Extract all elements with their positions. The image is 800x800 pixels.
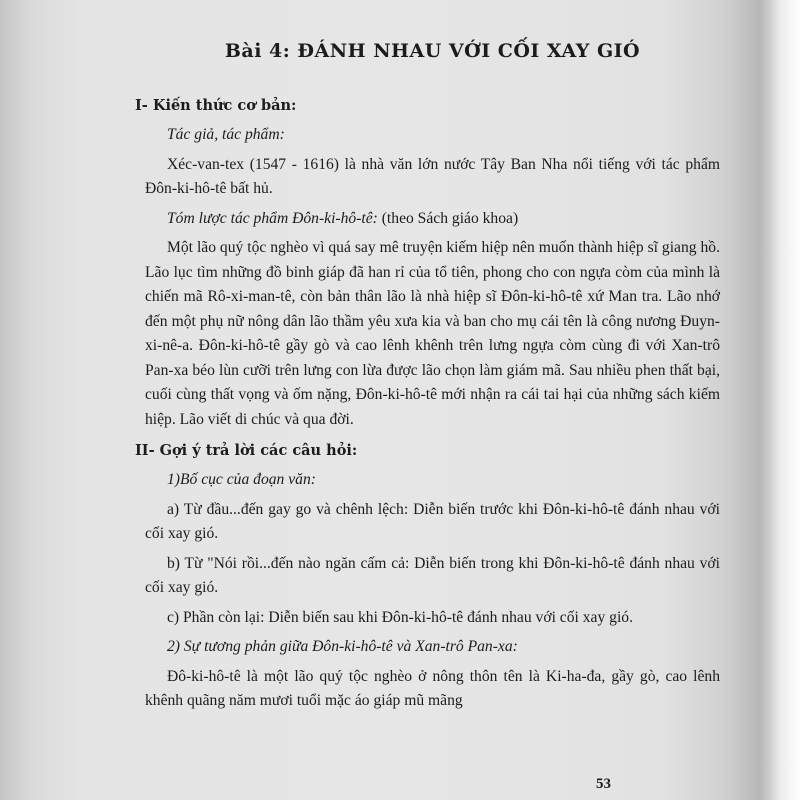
q1-item-c: c) Phần còn lại: Diễn biến sau khi Đôn-ki-hô-tê đánh nhau với cối xay gió.: [167, 608, 633, 626]
summary-paragraph: Một lão quý tộc nghèo vì quá say mê truyện kiếm hiệp nên muốn thành hiệp sĩ giang hồ. Lão lục tìm những đồ binh giáp đã han rỉ của tổ tiên, phong cho con ngựa còm của mình là chiến mã Rô-xi-man-tê, còn bản thân lão là nhà hiệp sĩ Đôn-ki-hô-tê xứ Man tra. Lão nhớ đến một phụ nữ nông dân lão thầm yêu xưa kia và ban cho mụ cái tên là công nương Đuyn-xi-nê-a. Đôn-ki-hô-tê gầy gò và cao lênh khênh trên lưng ngựa còm cùng đi với Xan-trô Pan-xa béo lùn cưỡi trên lưng con lừa được lão chọn làm giám mã. Sau nhiều phen thất bại, cuối cùng thất vọng và ốm nặng, Đôn-ki-hô-tê mới nhận ra cái tai hại của những sách kiếm hiệp. Lão viết di chúc và qua đời.: [145, 239, 720, 428]
summary-heading-italic: Tóm lược tác phẩm Đôn-ki-hô-tê:: [167, 209, 378, 227]
summary-heading: [145, 207, 720, 232]
q2-paragraph: Đô-ki-hô-tê là một lão quý tộc nghèo ở nông thôn tên là Ki-ha-đa, gầy gò, cao lênh khênh quãng năm mươi tuổi mặc áo giáp mũ mãng: [145, 667, 720, 709]
summary-heading-note: (theo Sách giáo khoa): [377, 209, 519, 227]
lesson-title: Bài 4: ĐÁNH NHAU VỚI CỐI XAY GIÓ: [224, 40, 641, 62]
q1-heading: 1)Bố cục của đoạn văn:: [167, 471, 316, 488]
section-2-heading: II- Gợi ý trả lời các câu hỏi:: [135, 442, 358, 459]
section-1-heading: I- Kiến thức cơ bản:: [135, 97, 297, 114]
q1-item-b: b) Từ "Nói rồi...đến nào ngăn cấm cả: Diễn biến trong khi Đôn-ki-hô-tê đánh nhau với cối xay gió.: [145, 554, 720, 596]
q1-item-a: a) Từ đầu...đến gay go và chênh lệch: Diễn biến trước khi Đôn-ki-hô-tê đánh nhau với cối xay gió.: [145, 500, 720, 542]
q2-heading: 2) Sự tương phản giữa Đôn-ki-hô-tê và Xan-trô Pan-xa:: [167, 638, 518, 655]
page-content: [135, 38, 720, 719]
author-work-heading: Tác giả, tác phẩm:: [167, 126, 285, 143]
page-number: 53: [596, 776, 611, 792]
facing-page-edge: [730, 0, 800, 800]
author-paragraph: Xéc-van-tex (1547 - 1616) là nhà văn lớn nước Tây Ban Nha nổi tiếng với tác phẩm Đôn-ki-hô-tê bất hủ.: [145, 155, 720, 197]
